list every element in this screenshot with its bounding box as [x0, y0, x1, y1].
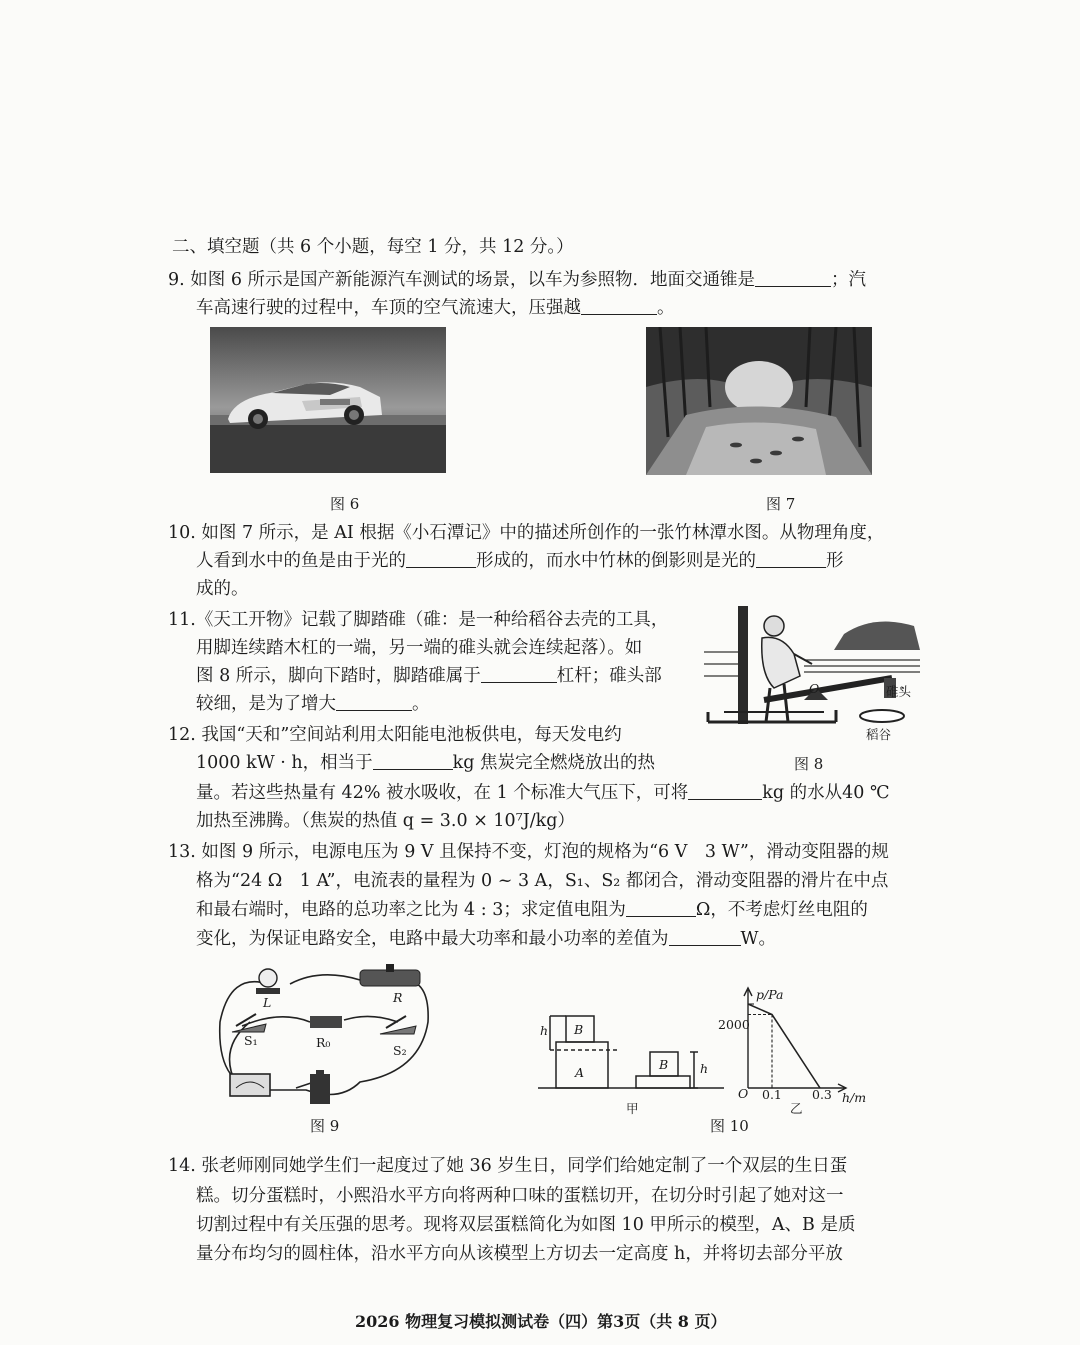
q9-line-2: [196, 294, 675, 322]
figure-10-label-yi: 乙: [790, 1101, 803, 1116]
q12-line-4: 加热至沸腾。（焦炭的热值 q = 3.0 × 10⁷J/kg）: [196, 811, 575, 831]
figure-8-label-o: O: [809, 681, 820, 696]
q12-line-3: [196, 779, 890, 807]
q11-line-4: [196, 690, 430, 718]
figure-10-label-jia: 甲: [626, 1101, 639, 1116]
q13-line-2: 格为“24 Ω 1 A”，电流表的量程为 0 ~ 3 A，S₁、S₂ 都闭合，滑动变阻器的滑片在中点: [196, 871, 889, 891]
figure-9-caption: 图 9: [310, 1117, 340, 1135]
q11-text-3b: 杠杆；碓头部: [556, 666, 662, 686]
q11-line-2: 用脚连续踏木杠的一端，另一端的碓头就会连续起落）。如: [196, 638, 643, 658]
q9-text-2a: 车高速行驶的过程中，车顶的空气流速大，压强越: [196, 298, 581, 318]
q9-text-2b: 。: [657, 298, 675, 318]
figure-8-label-pestle-head: 碓头: [886, 684, 912, 699]
q14-line-1: 14. 张老师刚同她学生们一起度过了她 36 岁生日，同学们给她定制了一个双层的生日蛋: [168, 1156, 848, 1176]
q13-blank-2[interactable]: [669, 927, 741, 946]
q14-line-2: 糕。切分蛋糕时，小熙沿水平方向将两种口味的蛋糕切开，在切分时引起了她对这一: [196, 1186, 844, 1206]
q13-text-3a: 和最右端时，电路的总功率之比为 4 : 3；求定值电阻为: [196, 900, 626, 920]
switch-s2-icon: [380, 1026, 416, 1034]
figure-8-caption: 图 8: [794, 755, 824, 773]
figure-6-car-photo: [210, 327, 446, 473]
q13-text-3b: Ω，不考虑灯丝电阻的: [695, 900, 868, 920]
q10-line-1: 10. 如图 7 所示，是 AI 根据《小石潭记》中的描述所创作的一张竹林潭水图。从物理角度，: [168, 523, 885, 543]
q11-blank-2[interactable]: [336, 692, 412, 711]
q9-text-1b: ；汽: [831, 270, 867, 290]
q14-line-4: 量分布均匀的圆柱体，沿水平方向从该模型上方切去一定高度 h，并将切去部分平放: [196, 1244, 843, 1264]
q10-blank-1[interactable]: [406, 549, 476, 568]
rheostat-icon: [360, 970, 420, 986]
figure-8-pestle-drawing: [704, 604, 922, 746]
figure-10-label-h-left: h: [540, 1023, 549, 1038]
q10-line-2: [196, 547, 844, 575]
figure-10-axis-h: h/m: [842, 1090, 867, 1105]
battery-icon: [310, 1074, 330, 1104]
q12-blank-1[interactable]: [373, 751, 453, 770]
q10-text-2c: 形: [826, 551, 844, 571]
figure-10-label-h-right: h: [700, 1061, 709, 1076]
q9-blank-2[interactable]: [581, 296, 657, 315]
q13-line-3: [196, 896, 868, 924]
figure-8-label-rice: 稻谷: [866, 727, 892, 742]
q10-blank-2[interactable]: [756, 549, 826, 568]
q10-line-3: 成的。: [196, 579, 249, 599]
figure-10-pressure-graph: [740, 986, 870, 1096]
q11-text-4b: 。: [412, 694, 430, 714]
figure-10-tick-0-3: 0.3: [812, 1087, 832, 1102]
q9-blank-1[interactable]: [755, 268, 831, 287]
figure-9-label-r: R: [393, 990, 403, 1005]
section-heading: 二、填空题（共 6 个小题，每空 1 分，共 12 分。）: [172, 237, 574, 257]
bulb-icon: [259, 969, 277, 987]
figure-10-origin: O: [738, 1086, 749, 1101]
figure-7-bamboo-pond-picture: [646, 327, 872, 475]
figure-10-label-a: A: [575, 1065, 585, 1080]
q11-line-1: 11.《天工开物》记载了脚踏碓（碓：是一种给稻谷去壳的工具，: [168, 610, 669, 630]
ammeter-icon: [230, 1074, 270, 1096]
q10-text-2b: 形成的，而水中竹林的倒影则是光的: [476, 551, 756, 571]
q13-line-4: [196, 925, 776, 953]
q12-text-2b: kg 焦炭完全燃烧放出的热: [452, 753, 656, 773]
figure-10-label-b-right: B: [659, 1057, 669, 1072]
figure-10-axis-p: p/Pa: [756, 987, 784, 1002]
q13-blank-1[interactable]: [626, 898, 696, 917]
q12-line-1: 12. 我国“天和”空间站利用太阳能电池板供电，每天发电约: [168, 725, 622, 745]
q13-text-4a: 变化，为保证电路安全，电路中最大功率和最小功率的差值为: [196, 929, 669, 949]
q9-text-1a: 9. 如图 6 所示是国产新能源汽车测试的场景，以车为参照物．地面交通锥是: [168, 270, 756, 290]
figure-9-label-s1: S₁: [244, 1033, 258, 1048]
figure-10-tick-0-1: 0.1: [762, 1087, 782, 1102]
figure-10-cake-model: [536, 1008, 726, 1090]
figure-10-label-b-left: B: [574, 1022, 584, 1037]
q14-line-3: 切割过程中有关压强的思考。现将双层蛋糕简化为如图 10 甲所示的模型，A、B 是质: [196, 1215, 856, 1235]
figure-6-caption: 图 6: [330, 495, 360, 513]
q11-text-4a: 较细，是为了增大: [196, 694, 336, 714]
q12-text-3b: kg 的水从40 ℃: [762, 783, 890, 803]
figure-10-tick-2000: 2000: [718, 1017, 750, 1032]
page-footer: 2026 物理复习模拟测试卷（四）第3页（共 8 页）: [355, 1312, 727, 1331]
figure-10-caption: 图 10: [710, 1117, 749, 1135]
q13-line-1: 13. 如图 9 所示，电源电压为 9 V 且保持不变，灯泡的规格为“6 V 3 W”，滑动变阻器的规: [168, 842, 889, 862]
resistor-r0-icon: [310, 1016, 342, 1028]
q10-text-2a: 人看到水中的鱼是由于光的: [196, 551, 406, 571]
graph-pressure-line: [748, 1004, 820, 1088]
q13-text-4b: W。: [740, 929, 776, 949]
q12-text-3a: 量。若这些热量有 42% 被水吸收，在 1 个标准大气压下，可将: [196, 783, 689, 803]
figure-9-label-s2: S₂: [393, 1043, 407, 1058]
cylinder-a-slice: [636, 1076, 690, 1088]
q11-line-3: [196, 662, 662, 690]
q11-blank-1[interactable]: [481, 664, 557, 683]
q11-text-3a: 图 8 所示，脚向下踏时，脚踏碓属于: [196, 666, 481, 686]
q12-text-2a: 1000 kW · h，相当于: [196, 753, 373, 773]
q12-line-2: [196, 749, 655, 777]
figure-9-label-l: L: [263, 995, 272, 1010]
figure-9-label-r0: R₀: [316, 1035, 331, 1050]
q12-blank-2[interactable]: [688, 781, 762, 800]
q9-line-1: [168, 266, 866, 294]
figure-7-caption: 图 7: [766, 495, 796, 513]
